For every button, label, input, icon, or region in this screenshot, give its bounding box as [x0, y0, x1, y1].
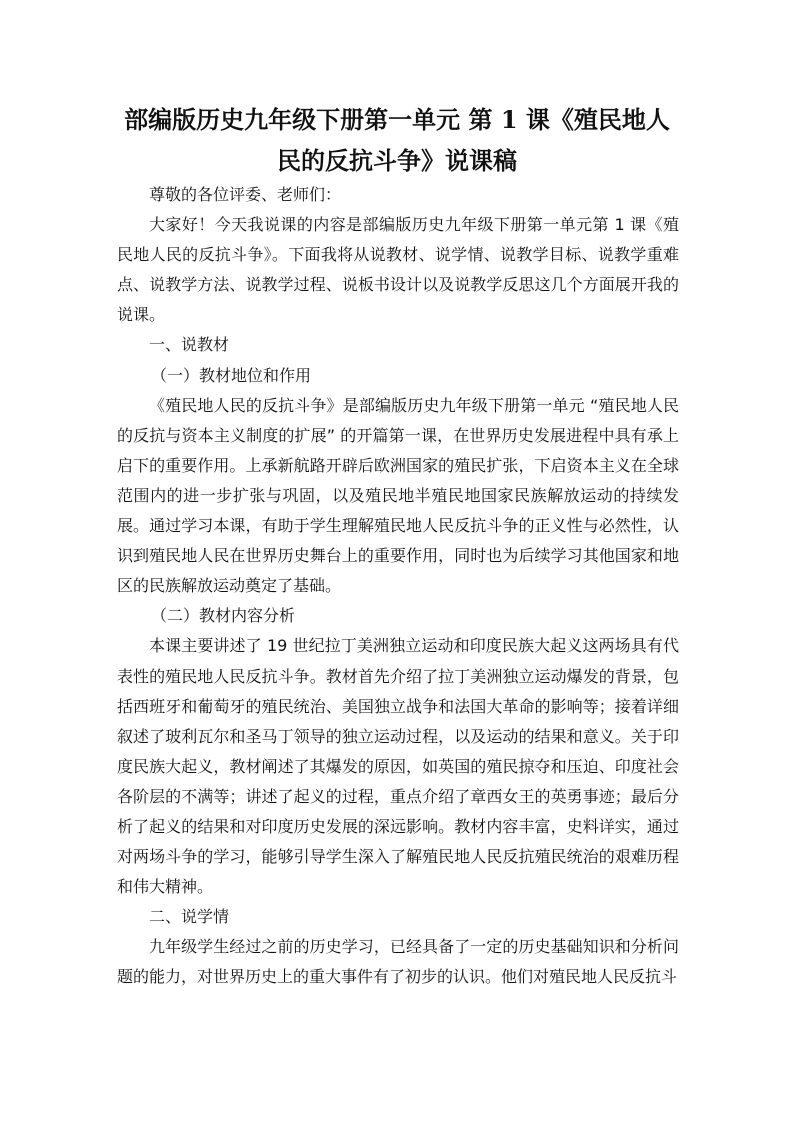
section-heading-students: 二、说学情 [149, 907, 230, 927]
content-paragraph: 本课主要讲述了 19 世纪拉丁美洲独立运动和印度民族大起义这两场具有代表性的殖民地人民反抗斗争。教材首先介绍了拉丁美洲独立运动爆发的背景，包括西班牙和葡萄牙的殖民统治、美国独立战争和法国大革命的影响等；接着详细叙述了玻利瓦尔和圣马丁领导的独立运动过程，以及运动的结果和意义。关于印度民族大起义，教材阐述了其爆发的原因，如英国的殖民掠夺和压迫、印度社会各阶层的不满等；讲述了起义的过程，重点介绍了章西女王的英勇事迹；最后分析了起义的结果和对印度历史发展的深远影响。教材内容丰富，史料详实，通过对两场斗争的学习，能够引导学生深入了解殖民地人民反抗殖民统治的艰难历程和伟大精神。 [117, 636, 679, 897]
position-paragraph: 《殖民地人民的反抗斗争》是部编版历史九年级下册第一单元 “殖民地人民的反抗与资本主义制度的扩展” 的开篇第一课，在世界历史发展进程中具有承上启下的重要作用。上承新航路开辟后欧洲国家的殖民扩张，下启资本主义在全球范围内的进一步扩张与巩固，以及殖民地半殖民地国家民族解放运动的持续发展。通过学习本课，有助于学生理解殖民地人民反抗斗争的正义性与必然性，认识到殖民地人民在世界历史舞台上的重要作用，同时也为后续学习其他国家和地区的民族解放运动奠定了基础。 [117, 395, 679, 596]
subsection-heading-content: （二）教材内容分析 [151, 606, 296, 626]
section-heading-textbook: 一、说教材 [149, 335, 230, 355]
intro-paragraph: 大家好！今天我说课的内容是部编版历史九年级下册第一单元第 1 课《殖民地人民的反抗斗争》。下面我将从说教材、说学情、说教学目标、说教学重难点、说教学方法、说教学过程、说板书设计以及说教学反思这几个方面展开我的说课。 [117, 215, 679, 325]
document-body [117, 180, 679, 993]
students-paragraph: 九年级学生经过之前的历史学习，已经具备了一定的历史基础知识和分析问题的能力，对世界历史上的重大事件有了初步的认识。他们对殖民地人民反抗斗 [117, 937, 679, 987]
subsection-heading-position: （一）教材地位和作用 [151, 365, 312, 385]
document-title-line-2: 民的反抗斗争》说课稿 [277, 146, 517, 175]
salutation-paragraph: 尊敬的各位评委、老师们： [149, 185, 342, 204]
document-title-line-1: 部编版历史九年级下册第一单元 第 1 课《殖民地人 [124, 105, 670, 134]
